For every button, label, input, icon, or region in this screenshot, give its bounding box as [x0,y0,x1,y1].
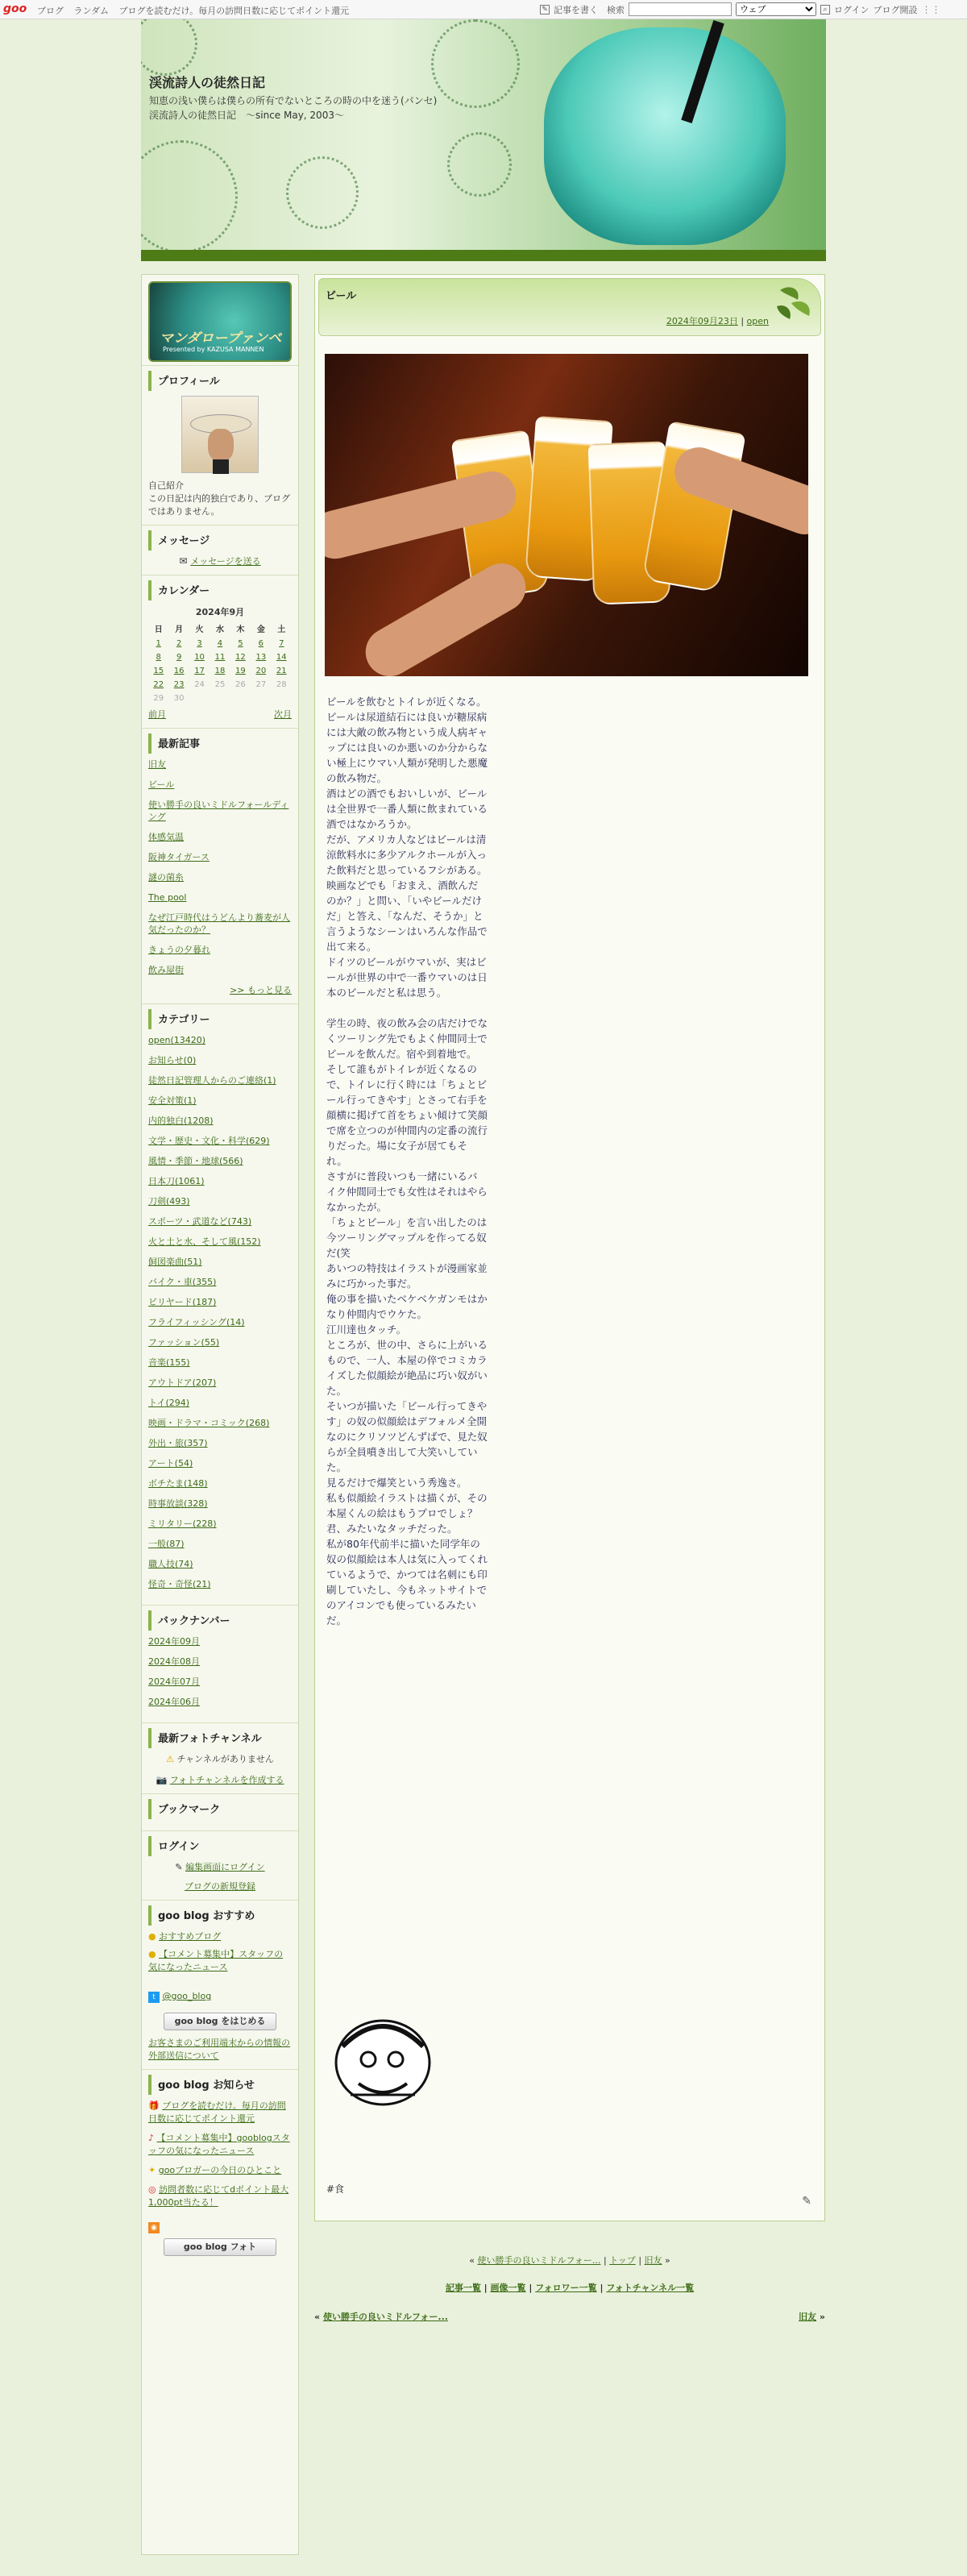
profile-section [142,365,298,525]
category-item[interactable]: スポーツ・武道など(743) [148,1216,252,1227]
open-blog-link[interactable]: ブログ開設 [873,4,918,15]
caricature-sketch [326,2006,439,2119]
recent-item[interactable]: ビール [148,779,175,790]
calendar-section [142,575,298,728]
category-item[interactable]: バイク・車(355) [148,1277,217,1287]
category-item[interactable]: トイ(294) [148,1398,190,1408]
warning-icon: ⚠ [166,1754,175,1764]
news-section [142,2069,298,2267]
list-links: 記事一覧 | 画像一覧 | フォロワー一覧 | フォトチャンネル一覧 [445,2283,695,2293]
backnumber-heading: バックナンバー [148,1610,292,1631]
nav-points[interactable]: ブログを読むだけ。毎月の訪問日数に応じてポイント還元 [118,6,350,16]
arm-shape [357,555,535,676]
category-item[interactable]: 火と土と水、そして風(152) [148,1236,261,1247]
entry-title: ビール [326,290,357,302]
face-shape [208,429,234,461]
calendar-day: 29 [153,694,164,703]
edit-pen-icon[interactable]: ✎ [802,2195,811,2208]
lace-decoration [141,140,238,253]
photo-create-row [148,1774,292,1787]
header-bar [141,250,826,261]
category-item[interactable]: 職人技(74) [148,1559,193,1569]
recommend-section [142,1900,298,2069]
profile-heading: プロフィール [148,371,292,391]
twitter-row [148,1990,292,2003]
backnumber-item[interactable]: 2024年09月 [148,1636,200,1647]
pencil-icon: ✎ [175,1862,183,1872]
star-icon: ✦ [148,2165,156,2175]
calendar-day-link[interactable]: 19 [235,667,246,675]
calendar-day: 25 [214,680,226,689]
nav-blog[interactable]: ブログ [37,6,64,16]
tie-shape [213,459,229,474]
category-item[interactable]: ボチたま(148) [148,1478,208,1489]
category-item[interactable]: 日本刀(1061) [148,1176,205,1186]
entry-body: ビールを飲むとトイレが近くなる。 ビールは尿道結石には良いが糖尿病には大敵の飲み物という成人病ギャップには良いのか悪いのか分からない極上にウマい人類が発明した悪魔の飲み物だ。 酒はどの酒でもおいしいが、ビールは全世界で一番人類に飲まれている酒ではなかろうか。 だが、アメリカ人などはビールは清涼飲料水に多少アルクホールが入った飲料だと思っているフシがある。 映画などでも「おまえ、酒飲んだのか？」と問い、「いやビールだけだ」と答え、「なんだ、そうか」と言うようなシーンはいろんな作品で出て来る。 ドイツのビールがウマいが、実はビールが世界の中で一番ウマいのは日本のビールだと私は思う。 学生の時、夜の飲み会の店だけでなくツーリング先でもよく仲間同士でビールを飲んだ。宿や到着地で。 そして誰もがトイレが近くなるので、トイレに行く時には「ちょとビール行ってきやす」とさって右手を顔横に掲げて首をちょい傾けて笑顔で席を立つのが仲間内の定番の流行りだった。場に女子が居てもそれ。 さすがに普段いつも一緒にいるバイク仲間同士でも女性はそれはやらなかったが。 「ちょとビール」を言い出したのは今ツーリングマップルを作ってる奴だ(笑 あいつの特技はイラストが漫画家並みに巧かった事だ。 俺の事を描いたベケベケガンモはかなり仲間内でウケた。 江川達也タッチ。 ところが、世の中、さらに上がいるもので、一人、本屋の倅でコミカライズした似顔絵が絶品に巧い奴がいた。 そいつが描いた「ビール行ってきやす」の奴の似顔絵はデフォルメ全開なのにクリソツどんずばで、見た奴らが全員噴き出して大笑いしていた。 見るだけで爆笑という秀逸さ。 私も似顔絵イラストは描くが、その本屋くんの絵はもうプロでしょ？君、みたいなタッチだった。 私が80年代前半に描いた同学年の奴の似顔絵は本人は気に入ってくれているようで、かつては名刺にも印刷していたし、今もネットサイトでのアイコンでも使っているみたいだ。 [326,696,488,1627]
lace-decoration [447,132,512,197]
lace-decoration [286,156,359,229]
entry-tag[interactable]: #食 [326,2183,345,2195]
login-link[interactable]: ログイン [834,4,869,15]
nav-random[interactable]: ランダム [73,6,110,16]
category-list [148,1034,292,1590]
calendar-day-header: 日 [154,625,163,634]
calendar-day-link[interactable]: 1 [156,639,161,648]
calendar-day-link[interactable]: 14 [276,653,287,662]
calendar-day: 24 [194,680,205,689]
news-link[interactable]: gooブロガーの今日のひとこと [158,2165,282,2175]
category-item[interactable]: 内的独白(1208) [148,1116,214,1126]
recommend-link[interactable]: おすすめブログ [159,1931,222,1942]
sidebar [141,274,299,2555]
category-item[interactable]: アウトドア(207) [148,1377,217,1388]
recent-item[interactable]: 謎の菌糸 [148,872,184,883]
calendar-day-link[interactable]: 6 [258,639,264,648]
blog-register-link[interactable]: ブログの新規登録 [185,1881,255,1892]
start-blog-button[interactable]: goo blog をはじめる [164,2013,276,2030]
calendar-day-link[interactable]: 8 [156,653,161,662]
category-item[interactable]: 映画・ドラマ・コミック(268) [148,1418,270,1428]
pencil-icon: ✎ [540,5,550,15]
rss-icon[interactable]: ◉ [148,2222,160,2233]
calendar-day-link[interactable]: 7 [279,639,284,648]
search-button-icon[interactable]: ⌕ [820,5,830,15]
image-list-link[interactable]: 画像一覧 [490,2283,526,2293]
privacy-link[interactable]: お客さまのご利用端末からの情報の外部送信について [148,2038,290,2061]
entry-header [318,278,821,336]
calendar-heading: カレンダー [148,580,292,600]
calendar-day-link[interactable]: 2 [176,639,182,648]
calendar-day-link[interactable]: 15 [153,667,164,675]
category-heading: カテゴリー [148,1009,292,1029]
news-link[interactable]: 訪問者数に応じてdポイント最大1,000pt当たる！ [148,2184,289,2208]
next-entry-link[interactable]: 旧友 [644,2255,662,2266]
recent-item[interactable]: 使い勝手の良いミドルフォールディング [148,800,289,822]
calendar-day-link[interactable]: 23 [173,680,185,689]
gift-icon: 🎁 [148,2100,160,2111]
lace-decoration [141,19,197,76]
recommend-link[interactable]: 【コメント募集中】スタッフの気になったニュース [148,1949,284,1972]
camera-icon: 📷 [156,1775,168,1785]
calendar-day-link[interactable]: 16 [173,667,185,675]
calendar-day: 27 [255,680,267,689]
category-item[interactable]: アート(54) [148,1458,193,1469]
category-item[interactable]: 音楽(155) [148,1357,190,1368]
calendar-day-link[interactable]: 22 [153,680,164,689]
goo-photo-button[interactable]: goo blog フォト [164,2238,276,2256]
calendar-day: 30 [173,694,185,703]
category-item[interactable]: 刀剣(493) [148,1196,190,1207]
backnumber-section [142,1605,298,1722]
news-heading: goo blog お知らせ [148,2075,292,2095]
news-link[interactable]: 【コメント募集中】gooblogスタッフの気になったニュース [148,2133,290,2156]
recent-item[interactable]: 飲み屋街 [148,965,184,975]
entry-panel [314,274,825,2221]
blog-header [141,19,826,261]
login-heading: ログイン [148,1836,292,1856]
entry-nav-top: « 使い勝手の良いミドルフォー... | トップ | 旧友 » [469,2255,670,2266]
photo-channel-heading: 最新フォトチャンネル [148,1728,292,1748]
bookmark-section [142,1793,298,1830]
calendar-day-link[interactable]: 9 [176,653,182,662]
category-item[interactable]: 時事放談(328) [148,1498,208,1509]
photo-none-row [148,1753,292,1766]
login-edit-row [148,1861,292,1874]
calendar-day-header: 火 [195,625,204,634]
category-item[interactable]: ビリヤード(187) [148,1297,217,1307]
category-item[interactable]: 怪奇・奇怪(21) [148,1579,211,1589]
category-item[interactable]: 外出・旅(357) [148,1438,208,1448]
calendar-day: 26 [235,680,246,689]
calendar-month: 2024年9月 [195,607,245,617]
login-section [142,1830,298,1900]
calendar-day-link[interactable]: 21 [276,667,287,675]
follower-list-link[interactable]: フォロワー一覧 [535,2283,597,2293]
cream-soda-image [544,27,786,245]
profile-text: この日記は内的独白であり、ブログではありません。 [148,493,290,517]
category-item[interactable]: 飼図楽曲(51) [148,1257,202,1267]
backnumber-item[interactable]: 2024年06月 [148,1697,200,1707]
recent-item[interactable]: なぜ江戸時代はうどんより蕎麦が人気だったのか？ [148,912,290,935]
article-list-link[interactable]: 記事一覧 [445,2283,481,2293]
goo-toolbar-right [540,2,940,16]
goo-logo[interactable]: goo [3,2,27,15]
category-item[interactable]: 徒然日記管理人からのご連絡(1) [148,1075,276,1086]
news-item [148,2100,292,2125]
banner-title: マンダロープァンベ [160,330,282,347]
grid-menu-icon[interactable]: ⋮⋮ [921,3,941,15]
calendar-day-link[interactable]: 11 [214,653,226,662]
calendar-day-header: 木 [236,625,245,634]
category-item[interactable]: 文学・歴史・文化・科学(629) [148,1136,270,1146]
calendar-day-link[interactable]: 20 [255,667,267,675]
recent-list [148,758,292,976]
photo-none-text: チャンネルがありません [176,1754,274,1764]
sidebar-banner[interactable] [148,281,292,362]
photo-channel-list-link[interactable]: フォトチャンネル一覧 [606,2283,695,2293]
recent-section [142,728,298,1003]
goo-toolbar [0,0,967,19]
recent-item[interactable]: 体感気温 [148,832,184,842]
category-section [142,1003,298,1605]
prev-month-link[interactable]: 前月 [148,709,166,720]
entry-category-link[interactable]: open [746,316,769,326]
news-item [148,2183,292,2209]
search-input[interactable] [629,2,732,16]
category-item[interactable]: 風情・季節・地球(566) [148,1156,243,1166]
backnumber-list [148,1635,292,1708]
top-link[interactable]: トップ [609,2255,636,2266]
recent-item[interactable]: 旧友 [148,759,166,770]
leaf-icon [774,282,816,327]
news-item [148,2132,292,2158]
category-item[interactable]: ファッション(55) [148,1337,220,1348]
avatar[interactable] [181,396,259,473]
recommend-item [148,1948,292,1974]
prev-entry-bottom-link[interactable]: 使い勝手の良いミドルフォー... [322,2312,448,2322]
beer-toast-photo[interactable] [325,354,808,676]
bulb-icon: ● [148,1949,156,1959]
search-label: 検索 [607,4,625,15]
dpoint-icon: ◎ [148,2184,156,2195]
calendar-day-link[interactable]: 13 [255,653,267,662]
category-item[interactable]: open(13420) [148,1035,206,1045]
category-item[interactable]: フライフィッシング(14) [148,1317,245,1327]
photo-channel-section [142,1722,298,1793]
category-item[interactable]: お知らせ(0) [148,1055,197,1066]
banner-subtitle: Presented by KAZUSA MANNEN [163,346,264,353]
category-item[interactable]: ミリタリー(228) [148,1519,217,1529]
recent-item[interactable]: きょうの夕暮れ [148,945,210,955]
recent-heading: 最新記事 [148,733,292,754]
calendar-table [148,620,292,705]
recent-more-link[interactable]: >> もっと見る [230,985,292,995]
prev-entry-link[interactable]: 使い勝手の良いミドルフォー... [477,2255,601,2266]
next-month-link[interactable]: 次月 [274,709,292,720]
blog-description: 知恵の浅い僕らは僕らの所有でないところの時の中を迷う(パンセ) 渓流詩人の徒然日記 ～since May, 2003～ [149,95,447,121]
news-item [148,2164,292,2177]
recommend-heading: goo blog おすすめ [148,1905,292,1926]
calendar-day-header: 金 [256,625,265,634]
calendar-day-header: 土 [277,625,286,634]
backnumber-item[interactable]: 2024年07月 [148,1676,200,1687]
entry-meta: 2024年09月23日 | open [666,316,769,326]
login-edit-link[interactable]: 編集画面にログイン [185,1862,265,1872]
recommend-item [148,1930,292,1943]
music-icon: ♪ [148,2133,155,2143]
next-entry-bottom-link[interactable]: 旧友 [799,2312,817,2322]
calendar-day-link[interactable]: 4 [217,639,223,648]
calendar-day-link[interactable]: 18 [214,667,226,675]
calendar-nav [148,708,292,721]
category-item[interactable]: 一般(87) [148,1539,185,1549]
calendar-day-link[interactable]: 10 [194,653,205,662]
calendar-day-link[interactable]: 3 [197,639,202,648]
envelope-icon: ✉ [179,555,188,567]
calendar-day-link[interactable]: 5 [238,639,243,648]
recent-item[interactable]: 阪神タイガース [148,852,210,862]
backnumber-item[interactable]: 2024年08月 [148,1656,200,1667]
news-link[interactable]: ブログを読むだけ。毎月の訪問日数に応じてポイント還元 [148,2100,286,2124]
bookmark-heading: ブックマーク [148,1799,292,1819]
message-heading: メッセージ [148,530,292,551]
calendar-day-link[interactable]: 12 [235,653,246,662]
write-article-link[interactable]: 記事を書く [554,4,598,15]
search-scope-select[interactable] [736,2,816,16]
twitter-link[interactable]: @goo_blog [162,1991,212,2001]
photo-create-link[interactable]: フォトチャンネルを作成する [169,1775,284,1785]
profile-label: 自己紹介 [148,480,184,491]
calendar-day-header: 月 [175,625,184,634]
goo-nav [37,4,356,17]
message-row [148,555,292,568]
send-message-link[interactable]: メッセージを送る [190,556,261,567]
category-item[interactable]: 安全対策(1) [148,1095,197,1106]
calendar-day-link[interactable]: 17 [194,667,205,675]
bulb-icon: ● [148,1931,156,1942]
twitter-icon: t [148,1992,160,2003]
blog-title[interactable]: 渓流詩人の徒然日記 [149,75,266,90]
entry-nav-bottom: « 使い勝手の良いミドルフォー... 旧友 » [314,2312,825,2322]
message-section [142,525,298,575]
calendar-day-header: 水 [215,625,224,634]
entry-date-link[interactable]: 2024年09月23日 [666,316,738,326]
calendar-day: 28 [276,680,287,689]
recent-item[interactable]: The pool [148,892,187,903]
